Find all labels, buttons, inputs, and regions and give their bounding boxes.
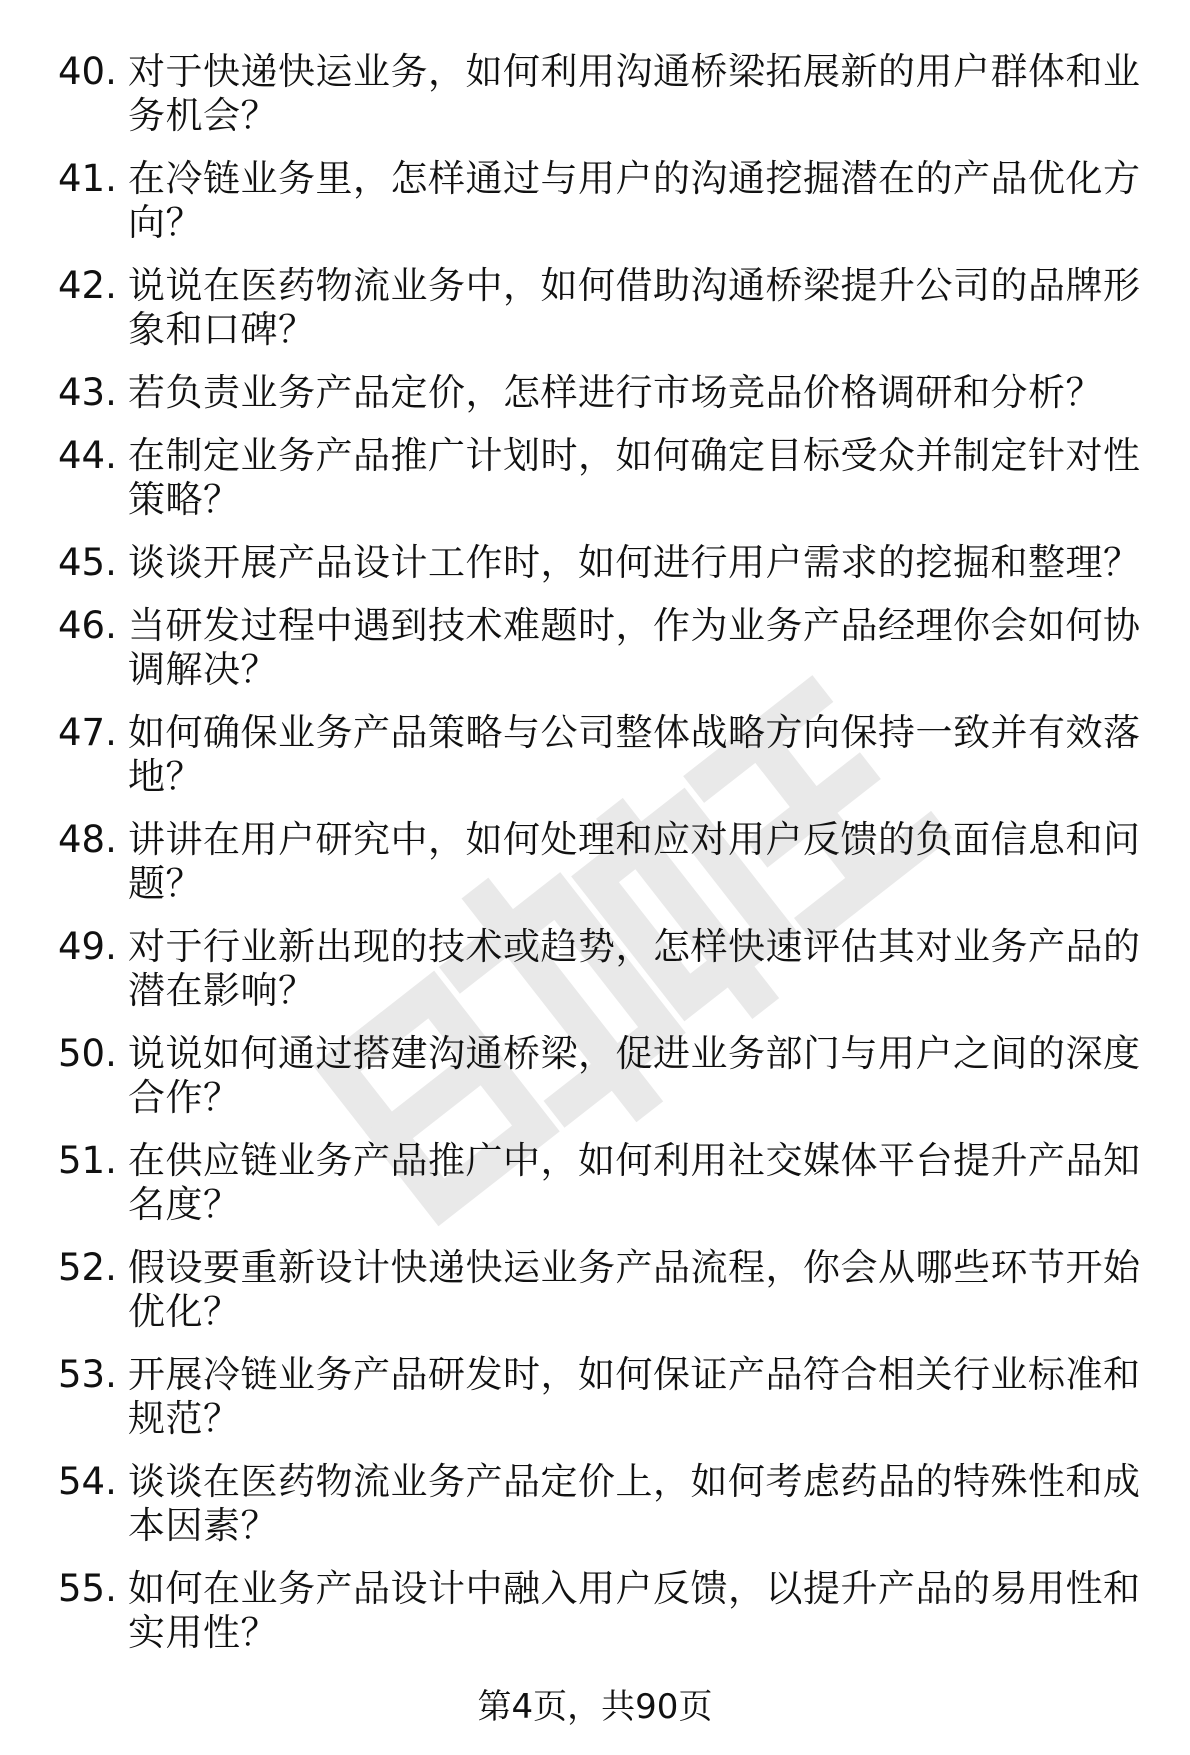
question-number: 48. bbox=[58, 818, 117, 861]
question-text: 在供应链业务产品推广中，如何利用社交媒体平台提升产品知名度？ bbox=[128, 1139, 1141, 1226]
question-number: 41. bbox=[58, 157, 117, 200]
question-text: 假设要重新设计快递快运业务产品流程，你会从哪些环节开始优化？ bbox=[128, 1246, 1141, 1333]
question-text: 若负责业务产品定价，怎样进行市场竞品价格调研和分析？ bbox=[128, 371, 1103, 414]
list-item bbox=[58, 1246, 1148, 1334]
list-item bbox=[58, 371, 1148, 415]
question-text: 说说如何通过搭建沟通桥梁，促进业务部门与用户之间的深度合作？ bbox=[128, 1032, 1141, 1119]
question-number: 46. bbox=[58, 604, 117, 647]
question-text: 谈谈在医药物流业务产品定价上，如何考虑药品的特殊性和成本因素？ bbox=[128, 1460, 1141, 1547]
question-text: 讲讲在用户研究中，如何处理和应对用户反馈的负面信息和问题？ bbox=[128, 818, 1141, 905]
list-item bbox=[58, 818, 1148, 906]
list-item bbox=[58, 1353, 1148, 1441]
question-number: 52. bbox=[58, 1246, 117, 1289]
list-item bbox=[58, 1460, 1148, 1548]
question-list bbox=[58, 50, 1148, 1674]
list-item bbox=[58, 925, 1148, 1013]
question-text: 在冷链业务里，怎样通过与用户的沟通挖掘潜在的产品优化方向？ bbox=[128, 157, 1141, 244]
question-number: 55. bbox=[58, 1567, 117, 1610]
question-number: 50. bbox=[58, 1032, 117, 1075]
question-number: 51. bbox=[58, 1139, 117, 1182]
question-text: 对于行业新出现的技术或趋势，怎样快速评估其对业务产品的潜在影响？ bbox=[128, 925, 1141, 1012]
list-item bbox=[58, 157, 1148, 245]
question-text: 在制定业务产品推广计划时，如何确定目标受众并制定针对性策略？ bbox=[128, 434, 1141, 521]
list-item bbox=[58, 541, 1148, 585]
list-item bbox=[58, 434, 1148, 522]
question-number: 43. bbox=[58, 371, 117, 414]
question-number: 53. bbox=[58, 1353, 117, 1396]
list-item bbox=[58, 264, 1148, 352]
question-text: 对于快递快运业务，如何利用沟通桥梁拓展新的用户群体和业务机会？ bbox=[128, 50, 1141, 137]
question-number: 42. bbox=[58, 264, 117, 307]
list-item bbox=[58, 604, 1148, 692]
question-text: 谈谈开展产品设计工作时，如何进行用户需求的挖掘和整理？ bbox=[128, 541, 1141, 584]
question-number: 47. bbox=[58, 711, 117, 754]
question-text: 开展冷链业务产品研发时，如何保证产品符合相关行业标准和规范？ bbox=[128, 1353, 1141, 1440]
question-text: 当研发过程中遇到技术难题时，作为业务产品经理你会如何协调解决？ bbox=[128, 604, 1141, 691]
question-text: 如何确保业务产品策略与公司整体战略方向保持一致并有效落地？ bbox=[128, 711, 1141, 798]
question-text: 如何在业务产品设计中融入用户反馈，以提升产品的易用性和实用性？ bbox=[128, 1567, 1141, 1654]
question-number: 54. bbox=[58, 1460, 117, 1503]
list-item bbox=[58, 1567, 1148, 1655]
question-number: 44. bbox=[58, 434, 117, 477]
question-number: 40. bbox=[58, 50, 117, 93]
list-item bbox=[58, 50, 1148, 138]
question-number: 49. bbox=[58, 925, 117, 968]
list-item bbox=[58, 711, 1148, 799]
page-number: 第4页，共90页 bbox=[477, 1687, 713, 1727]
question-number: 45. bbox=[58, 541, 117, 584]
list-item bbox=[58, 1032, 1148, 1120]
question-text: 说说在医药物流业务中，如何借助沟通桥梁提升公司的品牌形象和口碑？ bbox=[128, 264, 1141, 351]
list-item bbox=[58, 1139, 1148, 1227]
